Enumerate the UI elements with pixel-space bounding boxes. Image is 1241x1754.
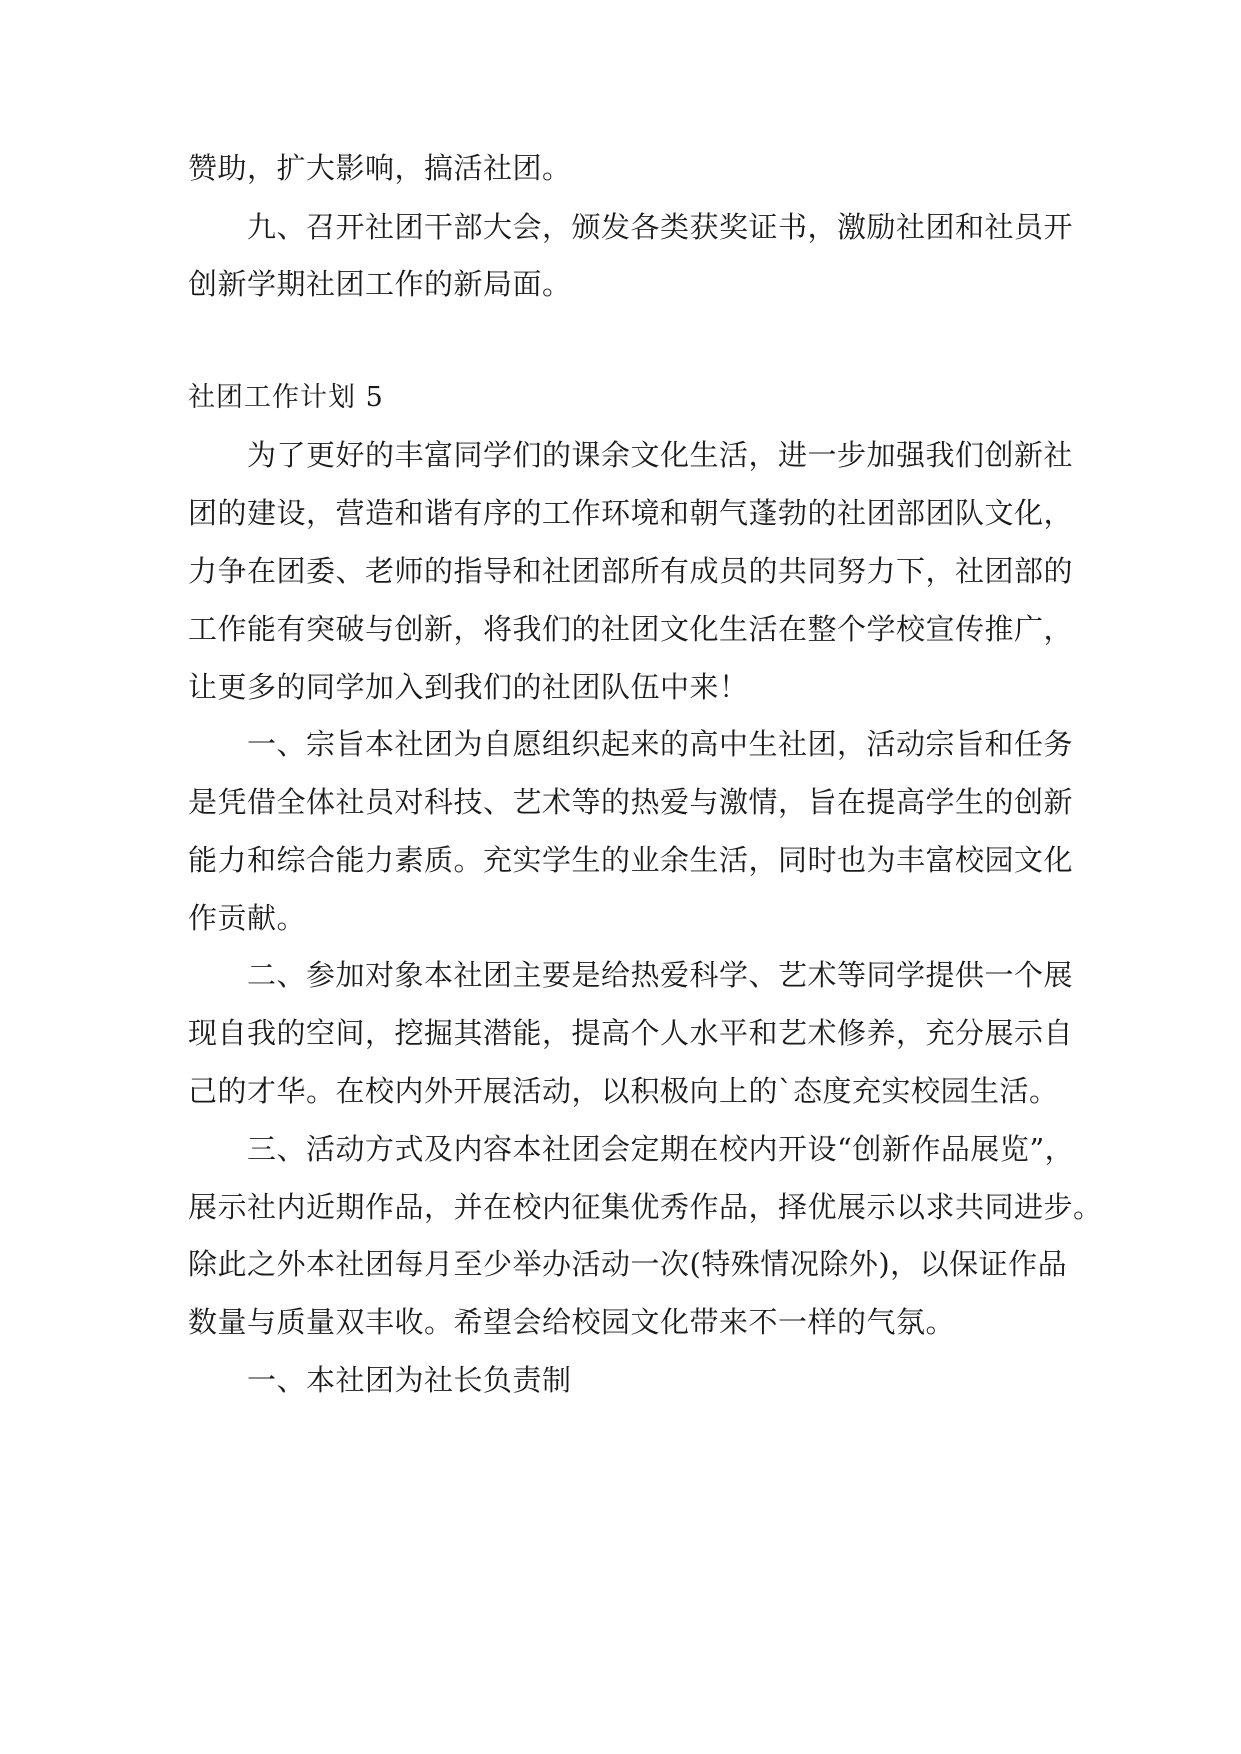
paragraph-line: 赞助，扩大影响，搞活社团。 — [188, 151, 572, 185]
paragraph-line: 数量与质量双丰收。希望会给校园文化带来不一样的气氛。 — [188, 1305, 956, 1339]
paragraph-line: 是凭借全体社员对科技、艺术等的热爱与激情，旨在提高学生的创新 — [188, 785, 1074, 819]
paragraph-line: 三、活动方式及内容本社团会定期在校内开设“创新作品展览”， — [247, 1132, 1075, 1166]
paragraph-line: 己的才华。在校内外开展活动，以积极向上的`态度充实校园生活。 — [188, 1074, 1059, 1108]
paragraph-line: 九、召开社团干部大会，颁发各类获奖证书，激励社团和社员开 — [247, 210, 1074, 244]
paragraph-line: 二、参加对象本社团主要是给热爱科学、艺术等同学提供一个展 — [247, 958, 1074, 992]
paragraph-line: 为了更好的丰富同学们的课余文化生活，进一步加强我们创新社 — [247, 438, 1074, 472]
paragraph-line: 除此之外本社团每月至少举办活动一次(特殊情况除外)，以保证作品 — [188, 1247, 1068, 1281]
paragraph-line: 创新学期社团工作的新局面。 — [188, 267, 572, 301]
paragraph-line: 一、宗旨本社团为自愿组织起来的高中生社团，活动宗旨和任务 — [247, 727, 1074, 761]
paragraph-line: 展示社内近期作品，并在校内征集优秀作品，择优展示以求共同进步。 — [188, 1190, 1103, 1224]
paragraph-line: 让更多的同学加入到我们的社团队伍中来！ — [188, 670, 749, 704]
paragraph-line: 能力和综合能力素质。充实学生的业余生活，同时也为丰富校园文化 — [188, 843, 1074, 877]
paragraph-line: 现自我的空间，挖掘其潜能，提高个人水平和艺术修养，充分展示自 — [188, 1016, 1074, 1050]
paragraph-line: 一、本社团为社长负责制 — [247, 1363, 572, 1397]
paragraph-line: 团的建设，营造和谐有序的工作环境和朝气蓬勃的社团部团队文化， — [188, 496, 1074, 530]
paragraph-line: 力争在团委、老师的指导和社团部所有成员的共同努力下，社团部的 — [188, 554, 1074, 588]
paragraph-line: 作贡献。 — [188, 901, 307, 935]
paragraph-line: 工作能有突破与创新，将我们的社团文化生活在整个学校宣传推广， — [188, 612, 1074, 646]
section-heading: 社团工作计划 5 — [188, 382, 384, 413]
